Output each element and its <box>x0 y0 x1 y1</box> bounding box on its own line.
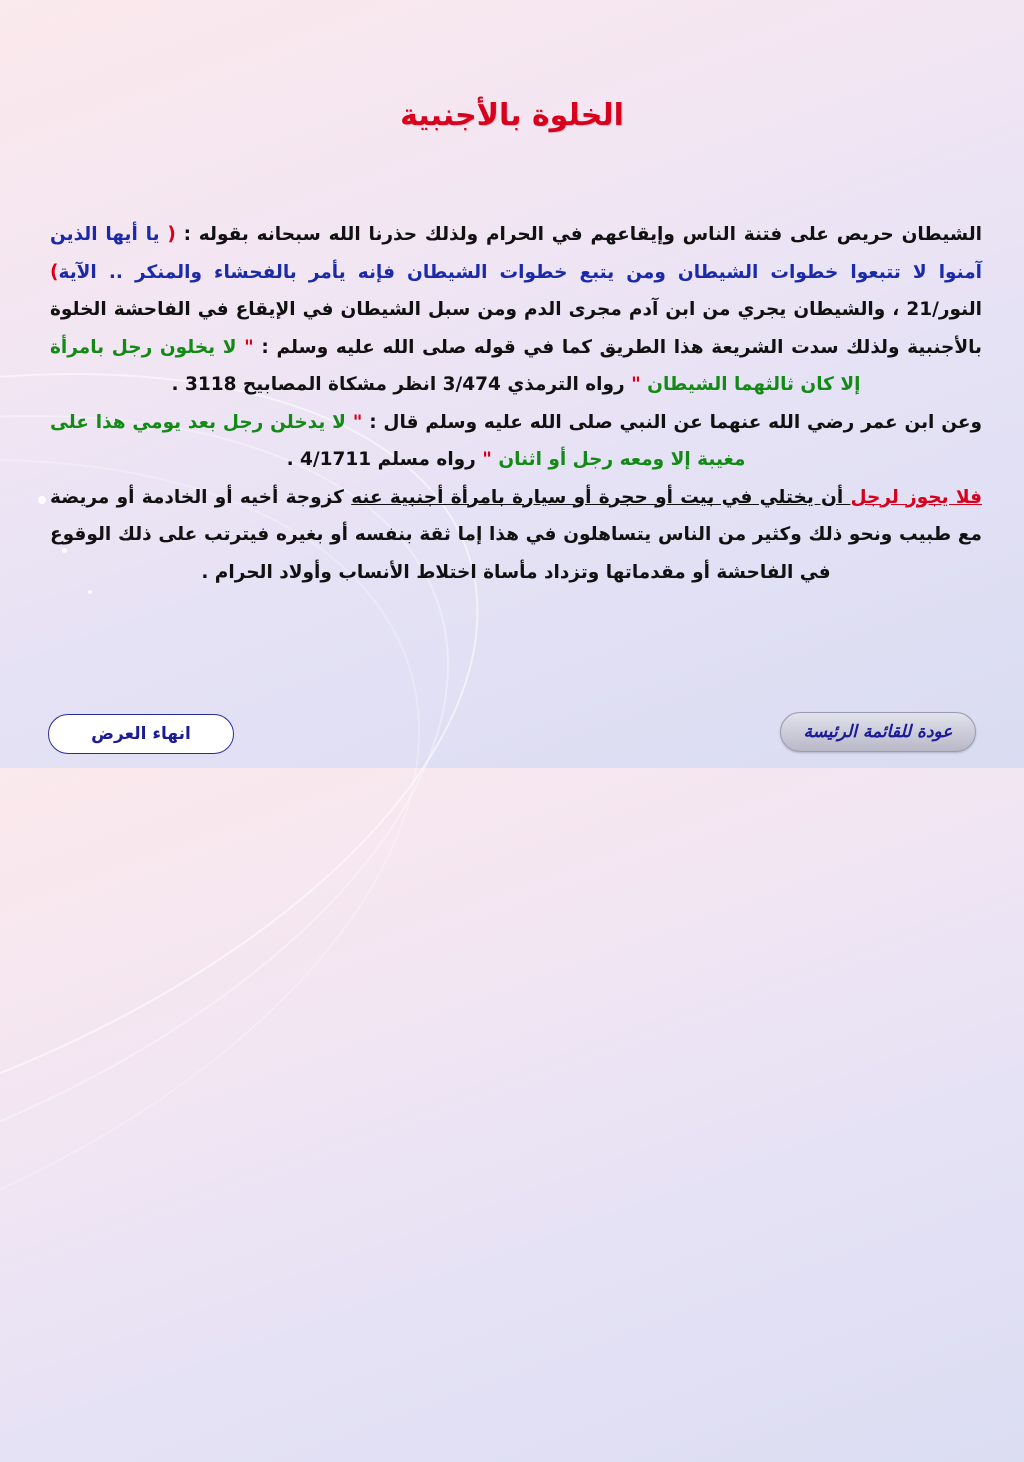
paragraph-2 <box>50 412 982 471</box>
text: الشيطان حريص على فتنة الناس وإيقاعهم في الحرام ولذلك حذرنا الله سبحانه بقوله : <box>175 224 982 245</box>
ruling-text: فلا يجوز لرجل <box>850 486 983 508</box>
quote-mark: " <box>244 336 254 358</box>
background-sparkle <box>38 496 46 504</box>
paragraph-1 <box>50 224 982 395</box>
text: كزوجة أخيه أو الخادمة أو مريضة مع طبيب ونحو ذلك وكثير من الناس يتساهلون في هذا إما ثقة بنفسه أو بغيره فيترتب على ذلك الوقوع في الفاحشة أو مقدماتها وتزداد مأساة اختلاط الأنساب وأولاد الحرام . <box>50 486 982 583</box>
quran-verse: يا أيها الذين آمنوا لا تتبعوا خطوات الشيطان ومن يتبع خطوات الشيطان فإنه يأمر بالفحشاء والمنكر .. الآية <box>50 224 982 283</box>
back-to-main-menu-button[interactable]: عودة للقائمة الرئيسة <box>780 712 976 752</box>
quote-mark: " <box>352 411 363 433</box>
text: رواه مسلم 4/1711 . <box>286 449 483 470</box>
slide-title: الخلوة بالأجنبية <box>400 98 624 133</box>
slide-body <box>50 216 982 591</box>
underlined-text: أن يختلي في بيت أو حجرة أو سيارة بامرأة أجنبية عنه <box>351 486 851 508</box>
text: النور/21 ، والشيطان يجري من ابن آدم مجرى الدم ومن سبل الشيطان في الإيقاع في الفاحشة الخلوة بالأجنبية ولذلك سدت الشريعة هذا الطريق كما في قوله صلى الله عليه وسلم : <box>50 299 982 358</box>
paragraph-3 <box>50 487 982 583</box>
verse-close-bracket: ) <box>50 261 59 283</box>
end-show-button[interactable]: انهاء العرض <box>48 714 234 754</box>
hadith-text: لا يخلون رجل بامرأة إلا كان ثالثهما الشيطان <box>50 336 861 395</box>
hadith-text: لا يدخلن رجل بعد يومي هذا على مغيبة إلا ومعه رجل أو اثنان <box>50 411 746 470</box>
text: وعن ابن عمر رضي الله عنهما عن النبي صلى الله عليه وسلم قال : <box>362 411 982 433</box>
verse-open-bracket: ( <box>167 224 176 245</box>
quote-mark: " <box>631 374 641 395</box>
quote-mark: " <box>482 449 492 470</box>
text: رواه الترمذي 3/474 انظر مشكاة المصابيح 3118 . <box>171 374 632 395</box>
